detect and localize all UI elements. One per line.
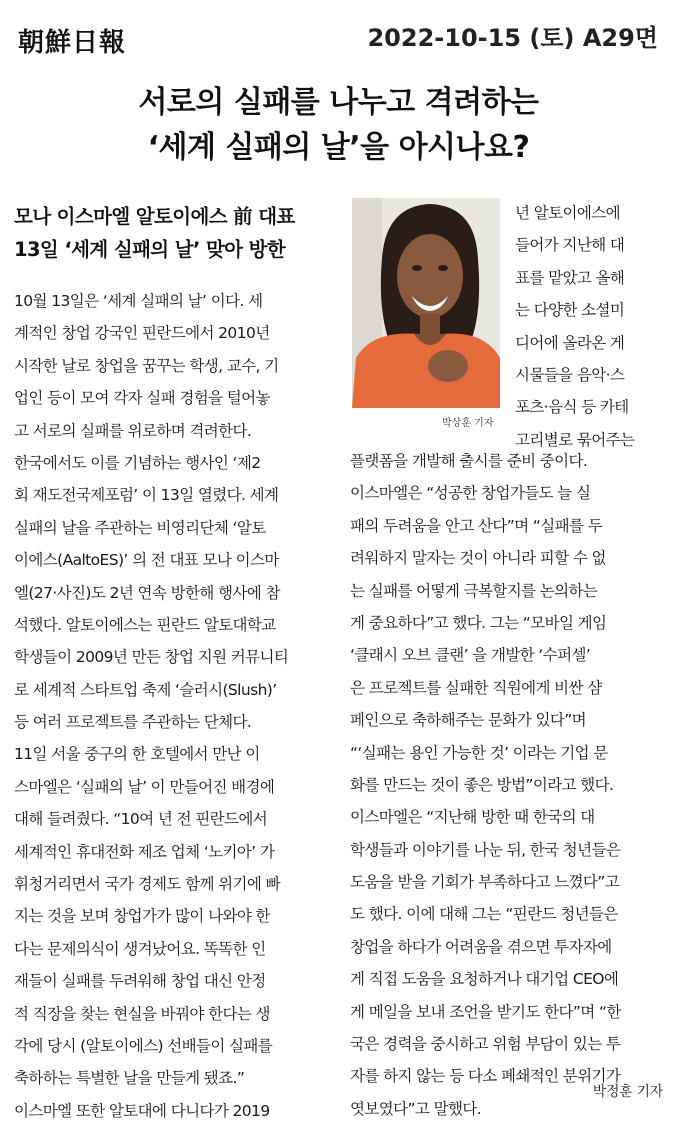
body-text-line: 는 실패를 어떻게 극복할지를 논의하는 [350,581,598,600]
body-text-line: 계적인 창업 강국인 핀란드에서 2010년 [14,324,270,343]
body-text-line: 다는 문제의식이 생겨났어요. 똑똑한 인 [14,939,266,958]
body-text-line: 이에스(AaltoES)’ 의 전 대표 모나 이스마 [14,551,279,570]
body-text-line: 스마엘은 ‘실패의 날’ 이 만들어진 배경에 [14,777,275,796]
body-text-line: 재들이 실패를 두려워해 창업 대신 안정 [14,972,266,991]
article-subhead [14,200,334,266]
body-text-line: 등 여러 프로젝트를 주관하는 단체다. [14,713,252,732]
date-page-label: 2022-10-15 (토) A29면 [367,24,658,52]
body-text-line: 자를 하지 않는 등 다소 폐쇄적인 분위기가 [350,1067,621,1086]
body-text-line: 게 중요하다”고 했다. 그는 “모바일 게임 [350,613,607,632]
body-text-line: 회 재도전국제포럼’ 이 13일 열렸다. 세계 [14,486,279,505]
body-text-line: 학생들과 이야기를 나눈 뒤, 한국 청년들은 [350,840,621,859]
body-text-line: 엿보였다”고 말했다. [350,1099,482,1118]
body-text-line: 로 세계적 스타트업 축제 ‘슬러시(Slush)’ [14,680,277,699]
subhead-line-1: 모나 이스마엘 알토이에스 前 대표 [14,205,295,228]
body-column-left [14,285,326,1127]
body-text-line: 게 직접 도움을 요청하거나 대기업 CEO에 [350,970,619,989]
body-text-line: 시물들을 음악·스 [515,365,625,384]
article-headline [0,80,677,170]
headline-line-2: ‘세계 실패의 날’을 아시나요? [147,130,530,165]
body-text-line: 도 했다. 이에 대해 그는 “핀란드 청년들은 [350,905,618,924]
body-column-right-top [515,197,663,456]
body-text-line: 는 다양한 소셜미 [515,301,625,320]
body-text-line: 디어에 올라온 게 [515,333,625,352]
body-text-line: 도움을 받을 기회가 부족하다고 느꼈다”고 [350,873,620,892]
newspaper-logo: 朝鮮日報 [18,28,127,58]
body-text-line: 은 프로젝트를 실패한 직원에게 비싼 샴 [350,678,602,697]
body-text-line: 10월 13일은 ‘세계 실패의 날’ 이다. 세 [14,292,263,310]
body-text-line: 엘(27·사진)도 2년 연속 방한해 행사에 참 [14,583,280,602]
body-text-line: 석했다. 알토이에스는 핀란드 알토대학교 [14,615,276,634]
body-text-line: 시작한 날로 창업을 꿈꾸는 학생, 교수, 기 [14,356,279,375]
body-text-line: 이스마엘은 “성공한 창업가들도 늘 실 [350,484,591,503]
subhead-line-2: 13일 ‘세계 실패의 날’ 맞아 방한 [14,238,286,261]
portrait-illustration [352,198,500,408]
body-text-line: 고리별로 묶어주는 [515,430,635,449]
body-text-line: 한국에서도 이를 기념하는 행사인 ‘제2 [14,453,261,472]
masthead [18,18,658,58]
body-text-line: 게 메일을 보내 조언을 받기도 한다”며 “한 [350,1002,621,1021]
body-text-line: 실패의 날을 주관하는 비영리단체 ‘알토 [14,518,266,537]
body-text-line: 들어가 지난해 대 [515,236,625,255]
body-text-line: 포츠·음식 등 카테 [515,398,629,417]
body-text-line: ‘클래시 오브 클랜’ 을 개발한 ‘수퍼셀’ [350,646,591,665]
body-text-line: 려워하지 말자는 것이 아니라 피할 수 없 [350,549,606,568]
body-text-line: 창업을 하다가 어려움을 겪으면 투자자에 [350,937,612,956]
body-text-line: 지는 것을 보며 창업가가 많이 나와야 한 [14,907,270,926]
body-text-line: 이스마엘 또한 알토대에 다니다가 2019 [14,1101,270,1120]
body-text-line: 페인으로 축하해주는 문화가 있다”며 [350,711,587,730]
body-text-line: 표를 맡았고 올해 [515,268,625,287]
photo-credit: 박상훈 기자 [442,418,494,429]
body-text-line: 11일 서울 중구의 한 호텔에서 만난 이 [14,745,260,764]
portrait-photo [352,198,500,408]
headline-line-1: 서로의 실패를 나누고 격려하는 [138,85,539,120]
body-text-line: 년 알토이에스에 [515,204,620,222]
body-text-line: “‘실패는 용인 가능한 것’ 이라는 기업 문 [350,743,608,762]
body-text-line: 적 직장을 찾는 현실을 바꿔야 한다는 생 [14,1004,270,1023]
body-text-line: 국은 경력을 중시하고 위험 부담이 있는 투 [350,1035,621,1054]
body-text-line: 휘청거리면서 국가 경제도 함께 위기에 빠 [14,875,280,894]
body-text-line: 세계적인 휴대전화 제조 업체 ‘노키아’ 가 [14,842,275,861]
body-text-line: 각에 당시 (알토이에스) 선배들이 실패를 [14,1036,273,1055]
body-text-line: 축하하는 특별한 날을 만들게 됐죠.” [14,1069,245,1088]
reporter-byline: 박정훈 기자 [592,1084,663,1100]
body-text-line: 화를 만드는 것이 좋은 방법”이라고 했다. [350,775,614,794]
body-text-line: 플랫폼을 개발해 출시를 준비 중이다. [350,452,588,470]
body-text-line: 업인 등이 모여 각자 실패 경험을 털어놓 [14,389,270,408]
body-column-right [350,445,662,1125]
body-text-line: 대해 들려줬다. “10여 년 전 핀란드에서 [14,810,268,829]
body-text-line: 학생들이 2009년 만든 창업 지원 커뮤니티 [14,648,289,667]
body-text-line: 패의 두려움을 안고 산다”며 “실패를 두 [350,516,603,535]
body-text-line: 이스마엘은 “지난해 방한 때 한국의 대 [350,808,595,827]
body-text-line: 고 서로의 실패를 위로하며 격려한다. [14,421,252,440]
